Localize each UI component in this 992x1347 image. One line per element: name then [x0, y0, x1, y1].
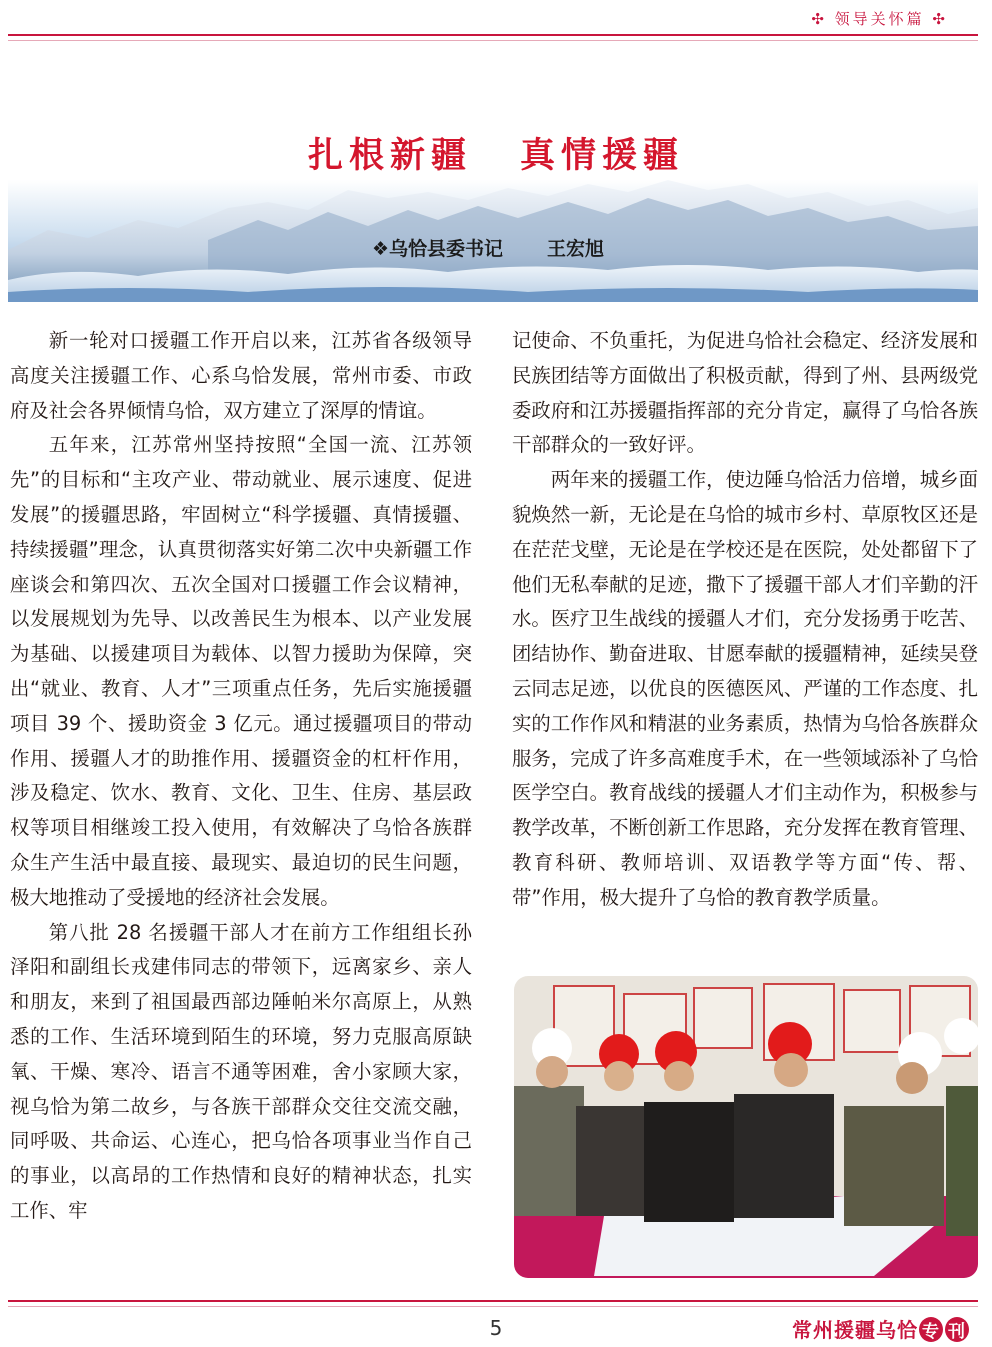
bottom-divider-thin	[8, 1306, 978, 1307]
article-column-left	[10, 324, 472, 1229]
paragraph: 五年来，江苏常州坚持按照“全国一流、江苏领先”的目标和“主攻产业、带动就业、展示速度、促进发展”的援疆思路，牢固树立“科学援疆、真情援疆、持续援疆”理念，认真贯彻落实好第二次中央新疆工作座谈会和第四次、五次全国对口援疆工作会议精神，以发展规划为先导、以改善民生为根本、以产业发展为基础、以援建项目为载体、以智力援助为保障，突出“就业、教育、人才”三项重点任务，先后实施援疆项目 39 个、援助资金 3 亿元。通过援疆项目的带动作用、援疆人才的助推作用、援疆资金的杠杆作用，涉及稳定、饮水、教育、文化、卫生、住房、基层政权等项目相继竣工投入使用，有效解决了乌恰各族群众生产生活中最直接、最现实、最迫切的民生问题，极大地推动了受援地的经济社会发展。	[10, 433, 472, 909]
paragraph: 两年来的援疆工作，使边陲乌恰活力倍增，城乡面貌焕然一新，无论是在乌恰的城市乡村、草原牧区还是在茫茫戈壁，无论是在学校还是在医院，处处都留下了他们无私奉献的足迹，撒下了援疆干部人才们辛勤的汗水。医疗卫生战线的援疆人才们，充分发扬勇于吃苦、团结协作、勤奋进取、甘愿奉献的援疆精神，延续吴登云同志足迹，以优良的医德医风、严谨的工作态度、扎实的工作作风和精湛的业务素质，热情为乌恰各族群众服务，完成了许多高难度手术，在一些领域添补了乌恰医学空白。教育战线的援疆人才们主动作为，积极参与教学改革，不断创新工作思路，充分发挥在教育管理、教育科研、教师培训、双语教学等方面“传、帮、带”作用，极大提升了乌恰的教育教学质量。	[512, 468, 978, 909]
journal-char-1: 专	[919, 1317, 943, 1342]
author-line	[372, 234, 604, 261]
section-tag: ✣ 领导关怀篇 ✣	[811, 10, 948, 28]
bottom-divider	[8, 1300, 978, 1302]
top-divider	[8, 34, 978, 36]
page-number: 5	[489, 1316, 503, 1340]
top-divider-thin	[8, 40, 978, 41]
title-part-1: 扎根新疆	[307, 136, 472, 176]
article-title	[0, 128, 992, 178]
site-inspection-photo	[514, 976, 978, 1278]
title-part-2: 真情援疆	[520, 136, 685, 176]
paragraph: 第八批 28 名援疆干部人才在前方工作组组长孙泽阳和副组长戎建伟同志的带领下，远离家乡、亲人和朋友，来到了祖国最西部边陲帕米尔高原上，从熟悉的工作、生活环境到陌生的环境，努力克服高原缺氧、干燥、寒冷、语言不通等困难，舍小家顾大家，视乌恰为第二故乡，与各族干部群众交往交流交融，同呼吸、共命运、心连心，把乌恰各项事业当作自己的事业，以高昂的工作热情和良好的精神状态，扎实工作、牢	[10, 920, 472, 1222]
article-column-right	[512, 324, 978, 916]
mountain-banner-image	[8, 80, 978, 302]
author-name: 王宏旭	[547, 238, 605, 260]
paragraph-continuation: 记使命、不负重托，为促进乌恰社会稳定、经济发展和民族团结等方面做出了积极贡献，得到了州、县两级党委政府和江苏援疆指挥部的充分肯定，赢得了乌恰各族干部群众的一致好评。	[512, 329, 978, 457]
author-role: ❖乌恰县委书记	[372, 238, 504, 260]
journal-char-2: 刊	[945, 1317, 969, 1342]
journal-prefix: 常州援疆乌恰	[792, 1318, 918, 1342]
paragraph: 新一轮对口援疆工作开启以来，江苏省各级领导高度关注援疆工作、心系乌恰发展，常州市委、市政府及社会各界倾情乌恰，双方建立了深厚的情谊。	[10, 329, 472, 422]
journal-name	[792, 1314, 970, 1343]
